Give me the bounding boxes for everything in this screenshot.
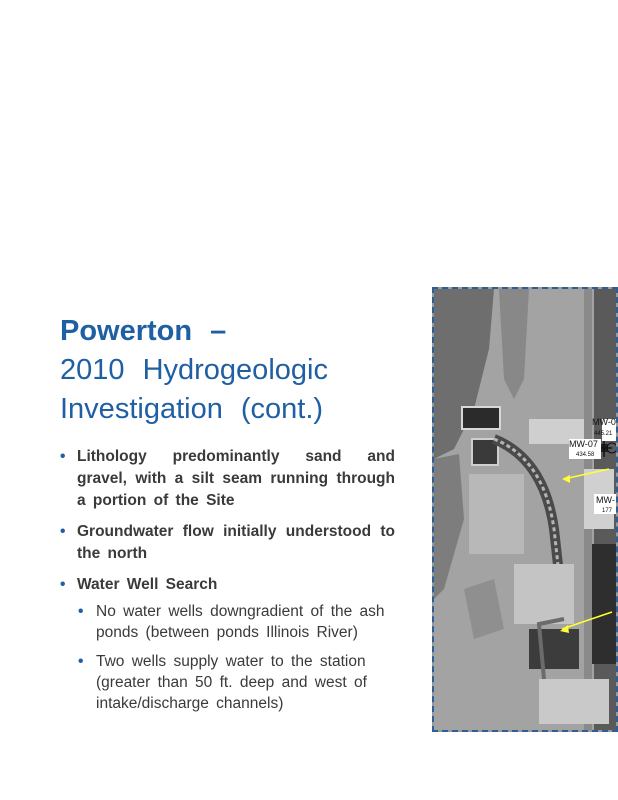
label-mw-07: MW-07 [569, 439, 598, 449]
slide-title [60, 312, 390, 429]
bullet-text: Water Well Search [77, 576, 218, 593]
label-mw-mid-value: 177 [602, 508, 613, 514]
bullet-icon: • [60, 523, 66, 540]
bullet-icon: • [60, 576, 66, 593]
sub-bullet-no-water-wells [78, 601, 395, 643]
bullet-text: Groundwater flow initially understood to the north [77, 523, 395, 562]
bullet-icon: • [60, 448, 66, 465]
title-line-2: 2010 Hydrogeologic [60, 354, 328, 386]
sub-bullet-text: Two wells supply water to the station (greater than 50 ft. deep and west of intake/discharge channels) [96, 653, 367, 712]
title-line-3: Investigation (cont.) [60, 393, 324, 425]
label-mw-top-value: 445.21 [594, 431, 613, 437]
aerial-site-map [432, 287, 618, 732]
sub-bullet-icon: • [78, 653, 84, 670]
bullet-text: Lithology predominantly sand and gravel, with a silt seam running through a portion of the Site [77, 448, 395, 509]
bullet-groundwater [60, 521, 395, 565]
bullet-water-well-search [60, 574, 395, 596]
sub-bullet-two-wells [78, 651, 395, 714]
bullet-list [60, 446, 395, 722]
bullet-lithology [60, 446, 395, 512]
sub-bullet-text: No water wells downgradient of the ash ponds (between ponds Illinois River) [96, 603, 385, 641]
label-mw-mid: MW- [596, 495, 615, 505]
label-mw-07-value: 434.58 [576, 452, 595, 458]
label-mw-top: MW-0 [592, 417, 616, 427]
title-line-1: Powerton – [60, 315, 227, 347]
aerial-photo [434, 289, 616, 730]
sub-bullet-icon: • [78, 603, 84, 620]
